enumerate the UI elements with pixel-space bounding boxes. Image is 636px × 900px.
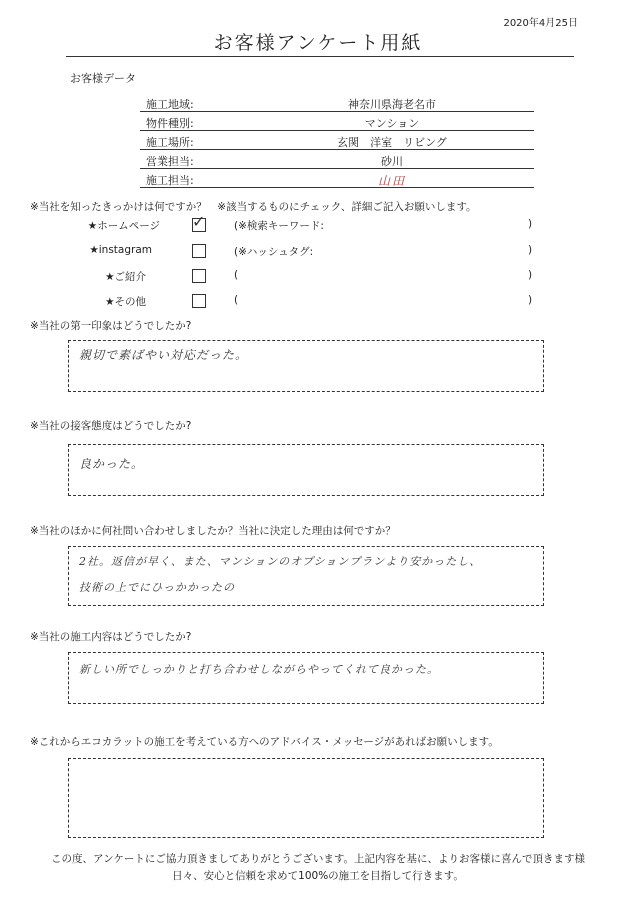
info-row-construction-rep (140, 171, 534, 188)
answer-other-companies-line2: 技術の上でにひっかかったの (79, 581, 235, 594)
answer-box-advice-message[interactable] (68, 758, 544, 838)
checkbox-homepage[interactable] (192, 212, 206, 232)
info-value-handwritten: 山田 (377, 174, 406, 188)
question-how-found: ※当社を知ったきっかけは何ですか？ ※該当するものにチェック、詳細ご記入お願いします。 (30, 201, 477, 213)
paren-close: ) (528, 244, 533, 256)
checkmark-icon: ✓ (192, 212, 206, 231)
title-underline (66, 56, 574, 57)
footer-message-line2: 日々、安心と信頼を求めて100%の施工を目指して行きます。 (172, 870, 464, 882)
info-value: マンション (364, 117, 420, 130)
question-work-content: ※当社の施工内容はどうでしたか? (30, 631, 192, 643)
answer-work-content: 新しい所でしっかりと打ち合わせしながらやってくれて良かった。 (79, 663, 439, 676)
footer-message-line1: この度、アンケートにご協力頂きましてありがとうございます。上記内容を基に、よりお客様に喜んで頂きます様 (50, 853, 586, 865)
question-other-companies: ※当社のほかに何社問い合わせしましたか？当社に決定した理由は何ですか？ (30, 525, 396, 537)
question-advice-message: ※これからエコカラットの施工を考えている方へのアドバイス・メッセージがあればお願いします。 (30, 736, 499, 748)
option-label-instagram: ★instagram (89, 244, 152, 256)
checkbox-referral[interactable] (192, 269, 206, 283)
detail-search-keyword: (※検索キーワード: (234, 220, 324, 232)
option-label-referral: ★ご紹介 (105, 271, 146, 283)
info-row-location (140, 133, 534, 150)
customer-data-heading: お客様データ (70, 72, 136, 85)
paren-close: ) (528, 218, 533, 230)
info-row-sales-rep (140, 152, 534, 169)
answer-staff-attitude: 良かった。 (79, 457, 145, 471)
info-value: 砂川 (381, 155, 403, 168)
info-label: 営業担当: (146, 155, 194, 168)
info-label: 施工担当: (146, 174, 194, 187)
answer-box-other-companies[interactable] (68, 546, 544, 606)
question-first-impression: ※当社の第一印象はどうでしたか? (30, 320, 192, 332)
survey-date: 2020年4月25日 (503, 18, 578, 29)
info-label: 物件種別: (146, 117, 194, 130)
info-row-property-type (140, 114, 534, 131)
option-label-homepage: ★ホームページ (87, 220, 160, 232)
info-label: 施工場所: (146, 136, 194, 149)
detail-other: ( (234, 294, 239, 306)
option-label-other: ★その他 (105, 296, 146, 308)
info-value: 玄関 洋室 リビング (337, 136, 447, 149)
detail-hashtag: (※ハッシュタグ: (234, 246, 314, 258)
answer-box-first-impression[interactable] (68, 340, 544, 392)
paren-close: ) (528, 269, 533, 281)
answer-other-companies-line1: 2社。返信が早く、また、マンションのオプションプランより安かったし、 (79, 555, 482, 568)
answer-box-work-content[interactable] (68, 652, 544, 704)
info-row-area (140, 95, 534, 112)
detail-referral: ( (234, 269, 239, 281)
info-value: 神奈川県海老名市 (348, 98, 436, 111)
paren-close: ) (528, 294, 533, 306)
answer-box-staff-attitude[interactable] (68, 444, 544, 496)
checkbox-instagram[interactable] (192, 244, 206, 258)
answer-first-impression: 親切で素ばやい対応だった。 (79, 348, 249, 362)
page-title: お客様アンケート用紙 (213, 32, 423, 54)
checkbox-other[interactable] (192, 294, 206, 308)
info-label: 施工地域: (146, 98, 194, 111)
question-staff-attitude: ※当社の接客態度はどうでしたか? (30, 420, 192, 432)
